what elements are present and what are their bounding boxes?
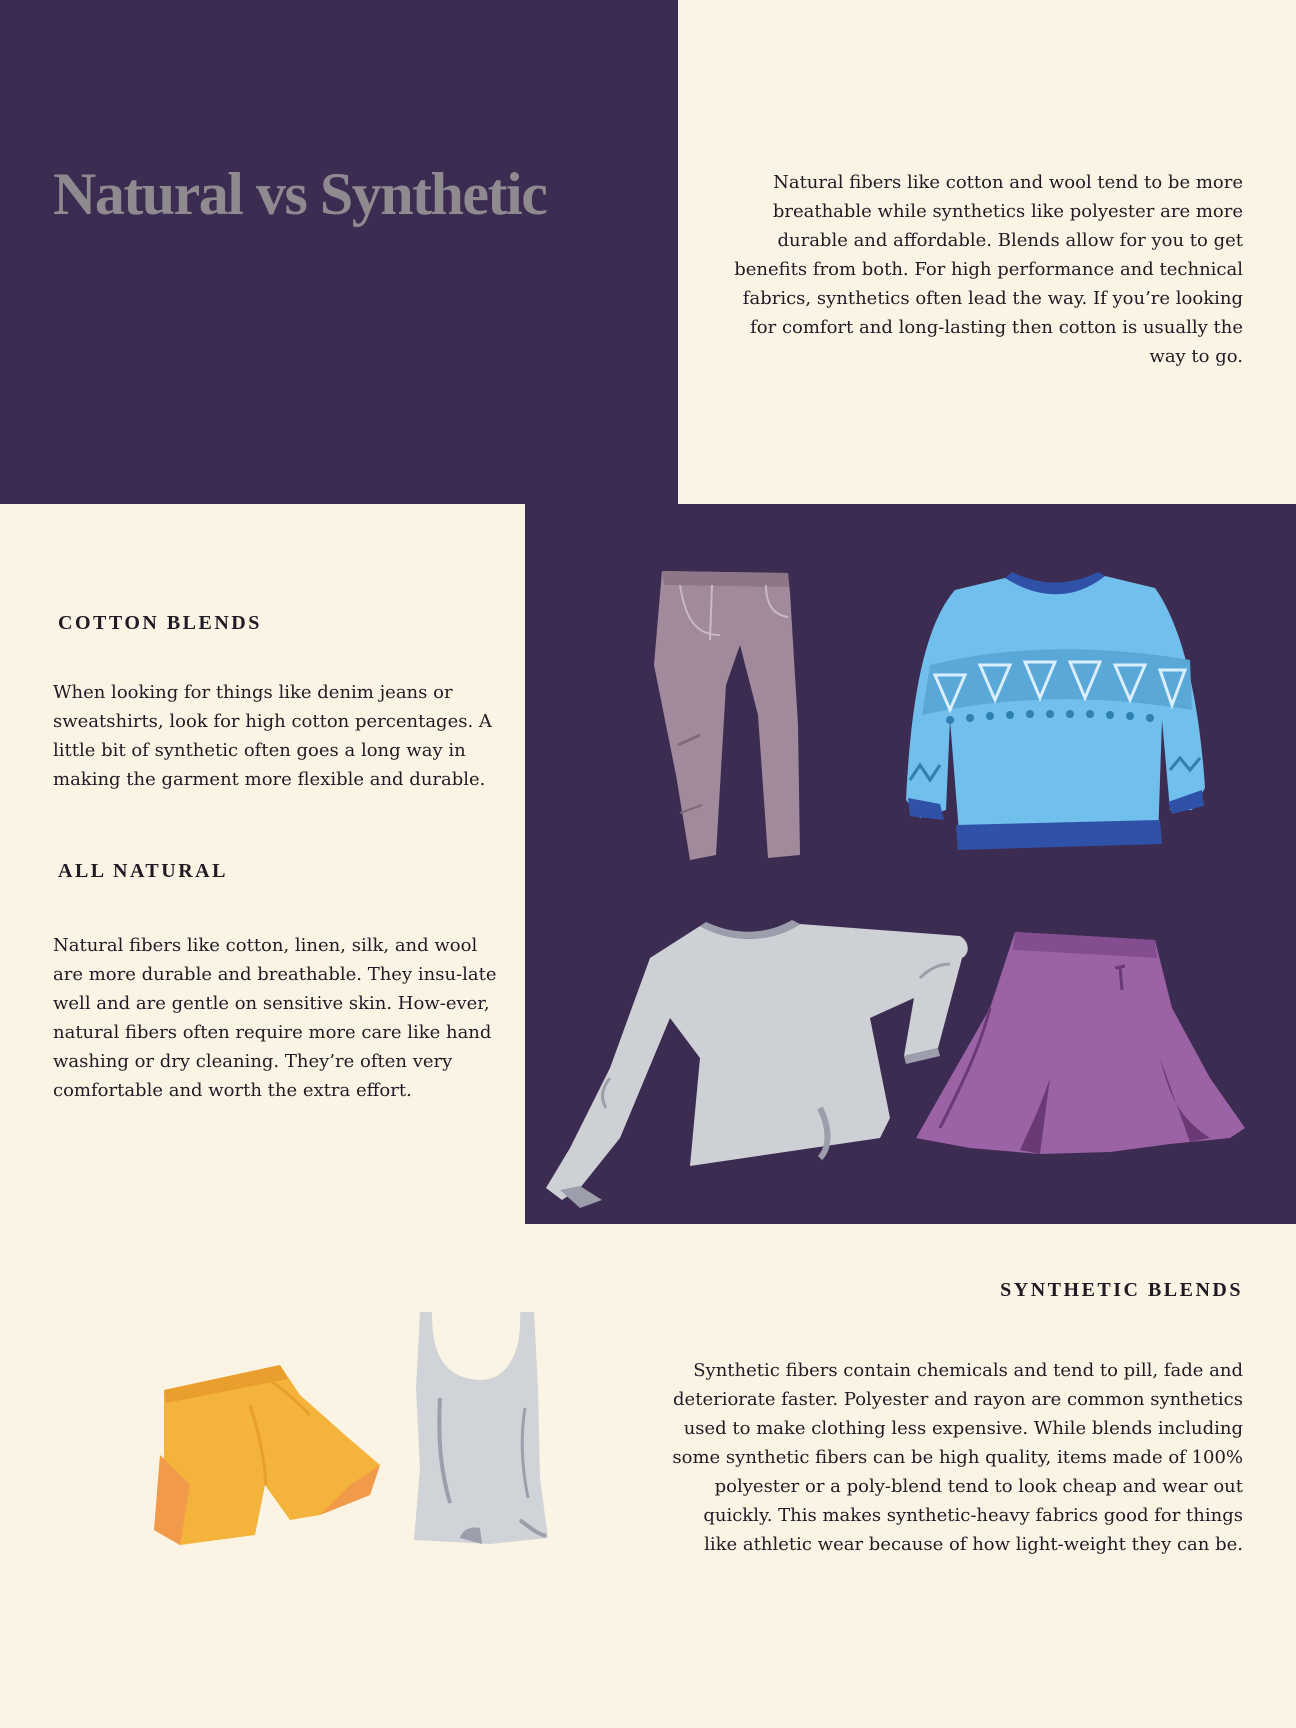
cotton-blends-heading: COTTON BLENDS — [58, 612, 262, 634]
shorts-icon — [150, 1335, 380, 1540]
tank-top-icon — [410, 1308, 550, 1548]
page-title: Natural vs Synthetic — [53, 161, 547, 227]
synthetic-blends-text: Synthetic fibers contain chemicals and tend to pill, fade and deteriorate faster. Polyester and rayon are common synthetics used to make clothing less expensive. While blends including some synthetic fibers can be high quality, items made of 100% polyester or a poly-blend tend to look cheap and wear out quickly. This makes synthetic-heavy fabrics good for things like athletic wear because of how light-weight they can be. — [672, 1360, 1243, 1555]
all-natural-text: Natural fibers like cotton, linen, silk, and wool are more durable and breathable. They insu-late well and are gentle on sensitive skin. How-ever, natural fibers often require more care like hand washing or dry cleaning. They’re often very comfortable and worth the extra effort. — [53, 935, 497, 1101]
jeans-icon — [640, 565, 810, 865]
all-natural-heading: ALL NATURAL — [58, 860, 228, 882]
skirt-icon — [910, 928, 1250, 1160]
cotton-blends-text: When looking for things like denim jeans or sweatshirts, look for high cotton percentages. A little bit of synthetic often goes a long way in making the garment more flexible and durable. — [53, 682, 492, 790]
top-color-panel — [0, 0, 678, 504]
sweater-icon — [900, 570, 1210, 850]
intro-paragraph: Natural fibers like cotton and wool tend to be more breathable while synthetics like polyester are more durable and affordable. Blends allow for you to get benefits from both. For high performance and technical fabrics, synthetics often lead the way. If you’re looking for comfort and long-lasting then cotton is usually the way to go. — [734, 172, 1243, 367]
synthetic-blends-heading: SYNTHETIC BLENDS — [1000, 1279, 1243, 1301]
